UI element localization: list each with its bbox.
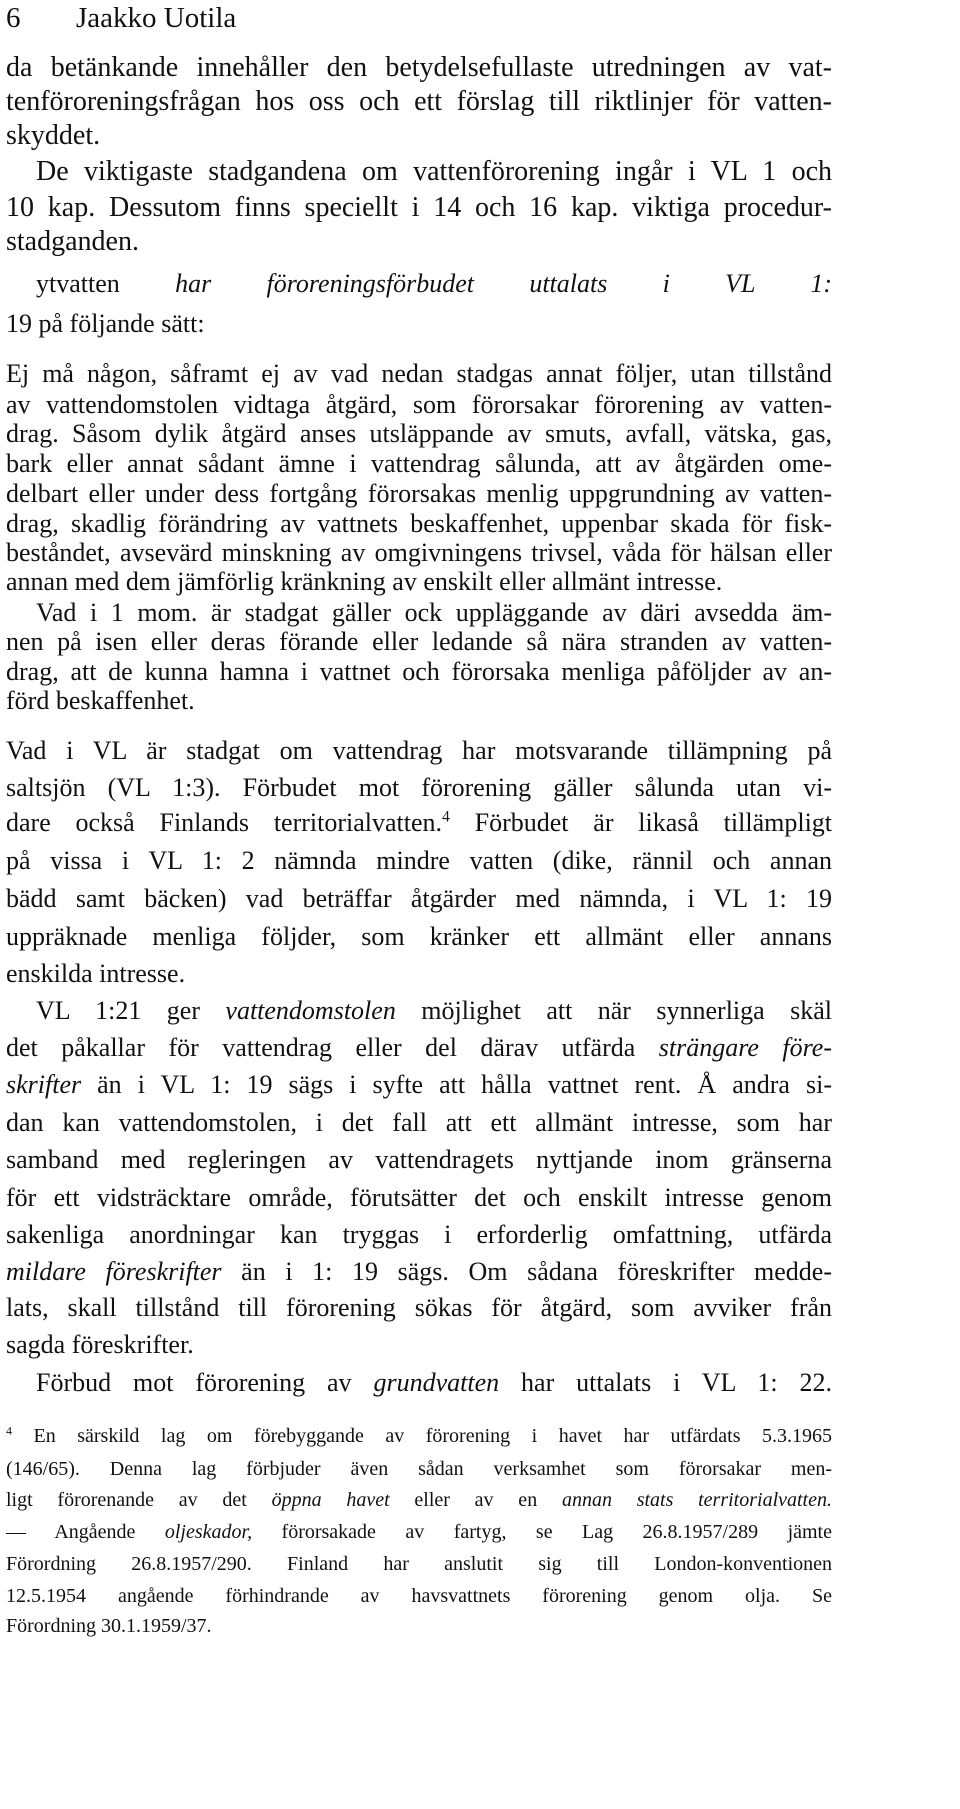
text-line: stadganden. [6, 226, 139, 257]
text-line: sagda föreskrifter. [6, 1330, 194, 1359]
text-line: VL 1:21 ger vattendomstolen möjlighet att när synnerliga skäl [36, 996, 832, 1025]
text-line: mildare föreskrifter än i 1: 19 sägs. Om sådana föreskrifter medde- [6, 1257, 832, 1286]
author-name: Jaakko Uotila [76, 2, 237, 34]
quote-line: beståndet, avsevärd minskning av omgivningens trivsel, våda för hälsan eller [6, 538, 832, 567]
running-head [6, 2, 236, 35]
page-number: 6 [6, 2, 21, 34]
footnote-line: (146/65). Denna lag förbjuder även sådan verksamhet som förorsakar men- [6, 1458, 832, 1480]
footnote-ref: 4 [442, 808, 450, 826]
text-line: De viktigaste stadgandena om vattenförorening ingår i VL 1 och [36, 156, 832, 187]
text-line: tenföroreningsfrågan hos oss och ett förslag till riktlinjer för vatten- [6, 86, 832, 117]
text-line: skyddet. [6, 120, 101, 151]
text-line: uppräknade menliga följder, som kränker ett allmänt eller annans [6, 922, 832, 951]
quote-line: drag, att de kunna hamna i vattnet och förorsaka menliga påföljder av an- [6, 657, 832, 686]
quote-line: Vad i 1 mom. är stadgat gäller ock uppläggande av däri avsedda äm- [36, 598, 832, 627]
text-line: dare också Finlands territorialvatten.$^4$ Förbudet är likaså tillämpligt [6, 808, 833, 837]
text-line: ytvatten har föroreningsförbudet uttalats i VL 1: [36, 269, 832, 298]
footnote-line: 12.5.1954 angående förhindrande av havsvattnets förorening genom olja. Se [6, 1585, 832, 1607]
quote-line: Ej må någon, såframt ej av vad nedan stadgas annat följer, utan tillstånd [6, 359, 832, 388]
text-line: Vad i VL är stadgat om vattendrag har motsvarande tillämpning på [6, 736, 832, 765]
text-line: på vissa i VL 1: 2 nämnda mindre vatten (dike, rännil och annan [6, 846, 832, 875]
quote-line: förd beskaffenhet. [6, 686, 195, 715]
text-line: 10 kap. Dessutom finns speciellt i 14 och 16 kap. viktiga procedur- [6, 192, 832, 223]
quote-line: drag, skadlig förändring av vattnets beskaffenhet, uppenbar skada för fisk- [6, 509, 832, 538]
text-line: för ett vidsträcktare område, förutsätter det och enskilt intresse genom [6, 1183, 832, 1212]
quote-line: annan med dem jämförlig kränkning av enskilt eller allmänt intresse. [6, 567, 723, 596]
text-line: samband med regleringen av vattendragets nyttjande inom gränserna [6, 1145, 832, 1174]
text-line: da betänkande innehåller den betydelsefullaste utredningen av vat- [6, 52, 832, 83]
quote-line: drag. Såsom dylik åtgärd anses utsläppande av smuts, avfall, vätska, gas, [6, 419, 832, 448]
footnote-line: ligt förorenande av det öppna havet eller av en annan stats territorialvatten. [6, 1489, 832, 1511]
text-line: lats, skall tillstånd till förorening sökas för åtgärd, som avviker från [6, 1293, 832, 1322]
text-line: sakenliga anordningar kan tryggas i erforderlig omfattning, utfärda [6, 1220, 832, 1249]
footnote-line: Förordning 26.8.1957/290. Finland har anslutit sig till London-konventionen [6, 1553, 832, 1575]
text-line: bädd samt bäcken) vad beträffar åtgärder med nämnda, i VL 1: 19 [6, 884, 832, 913]
text-line: 19 på följande sätt: [6, 309, 205, 338]
text-line: saltsjön (VL 1:3). Förbudet mot förorening gäller sålunda utan vi- [6, 773, 832, 802]
quote-line: nen på isen eller deras förande eller ledande så nära stranden av vatten- [6, 627, 832, 656]
footnote-line: Förordning 30.1.1959/37. [6, 1615, 212, 1637]
text-line: enskilda intresse. [6, 959, 186, 988]
quote-line: bark eller annat sådant ämne i vattendrag sålunda, att av åtgärden ome- [6, 449, 832, 478]
quote-line: delbart eller under dess fortgång förorsakas menlig uppgrundning av vatten- [6, 479, 832, 508]
footnote-line: — Angående oljeskador, förorsakade av fartyg, se Lag 26.8.1957/289 jämte [6, 1521, 832, 1543]
text-line: det påkallar för vattendrag eller del därav utfärda strängare före- [6, 1033, 833, 1062]
footnote-line: $^4$ En särskild lag om förebyggande av förorening i havet har utfärdats 5.3.1965 [6, 1423, 832, 1447]
footnote-number: 4 [6, 1423, 12, 1438]
quote-line: av vattendomstolen vidtaga åtgärd, som förorsakar förorening av vatten- [6, 390, 832, 419]
text-line: skrifter än i VL 1: 19 sägs i syfte att hålla vattnet rent. Å andra si- [6, 1070, 832, 1099]
text-line: dan kan vattendomstolen, i det fall att ett allmänt intresse, som har [6, 1108, 832, 1137]
text-line: Förbud mot förorening av grundvatten har uttalats i VL 1: 22. [36, 1368, 833, 1397]
